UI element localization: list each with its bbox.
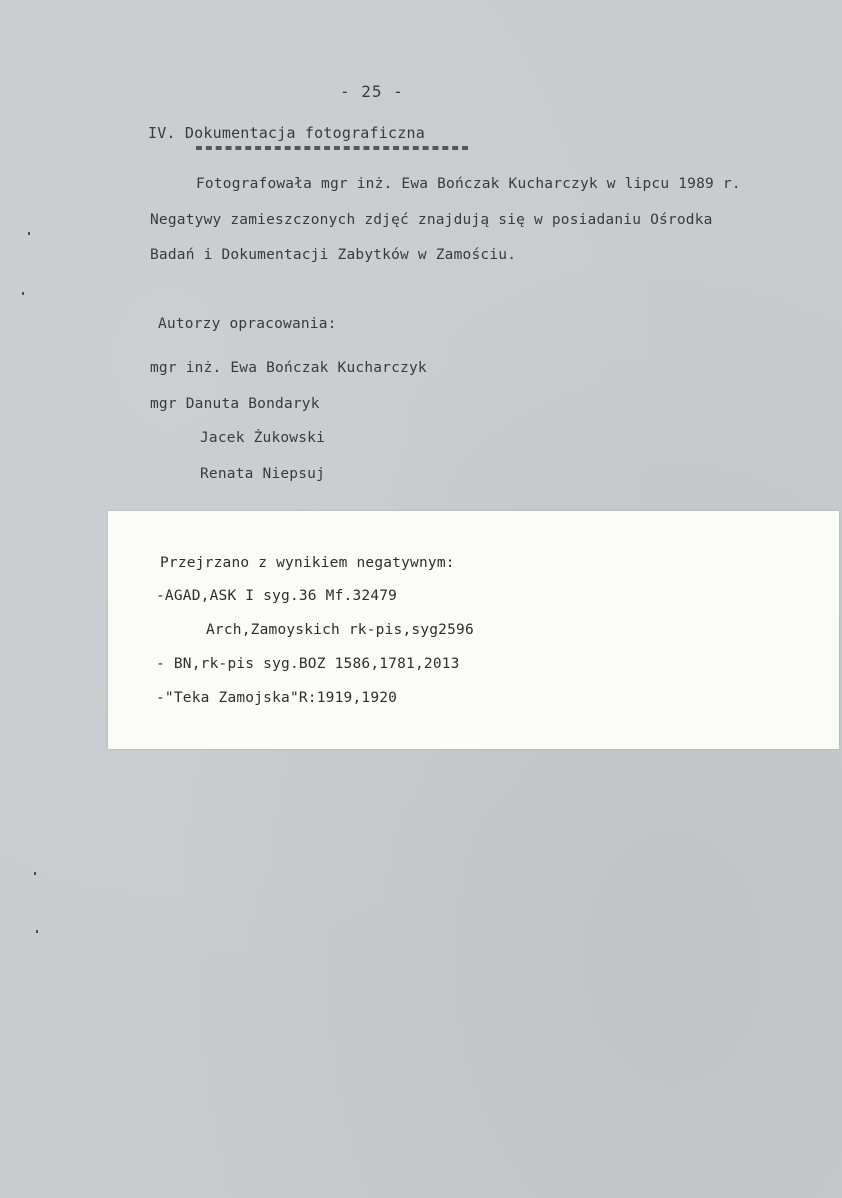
- author-name: mgr Danuta Bondaryk: [150, 396, 320, 412]
- section-heading: IV. Dokumentacja fotograficzna: [148, 124, 425, 142]
- paragraph-line: Fotografowała mgr inż. Ewa Bończak Kucharczyk w lipcu 1989 r.: [196, 176, 741, 192]
- authors-heading: Autorzy opracowania:: [158, 316, 337, 332]
- author-name: Jacek Żukowski: [200, 430, 326, 446]
- scan-speck: [22, 292, 24, 295]
- scan-speck: [36, 930, 38, 933]
- slip-line: Arch,Zamoyskich rk-pis,syg2596: [206, 622, 474, 638]
- paragraph-line: Negatywy zamieszczonych zdjęć znajdują się w posiadaniu Ośrodka: [150, 212, 713, 228]
- heading-underline: [196, 146, 468, 150]
- author-name: Renata Niepsuj: [200, 466, 326, 482]
- slip-line: -AGAD,ASK I syg.36 Mf.32479: [156, 588, 398, 604]
- scan-speck: [34, 872, 36, 875]
- scan-speck: [28, 232, 30, 235]
- slip-line: -"Teka Zamojska"R:1919,1920: [156, 690, 398, 706]
- slip-line: Przejrzano z wynikiem negatywnym:: [160, 555, 455, 571]
- page-number: - 25 -: [340, 82, 404, 101]
- paragraph-line: Badań i Dokumentacji Zabytków w Zamościu.: [150, 247, 517, 263]
- pasted-note-slip: [108, 511, 839, 749]
- author-name: mgr inż. Ewa Bończak Kucharczyk: [150, 360, 427, 376]
- slip-line: - BN,rk-pis syg.BOZ 1586,1781,2013: [156, 656, 460, 672]
